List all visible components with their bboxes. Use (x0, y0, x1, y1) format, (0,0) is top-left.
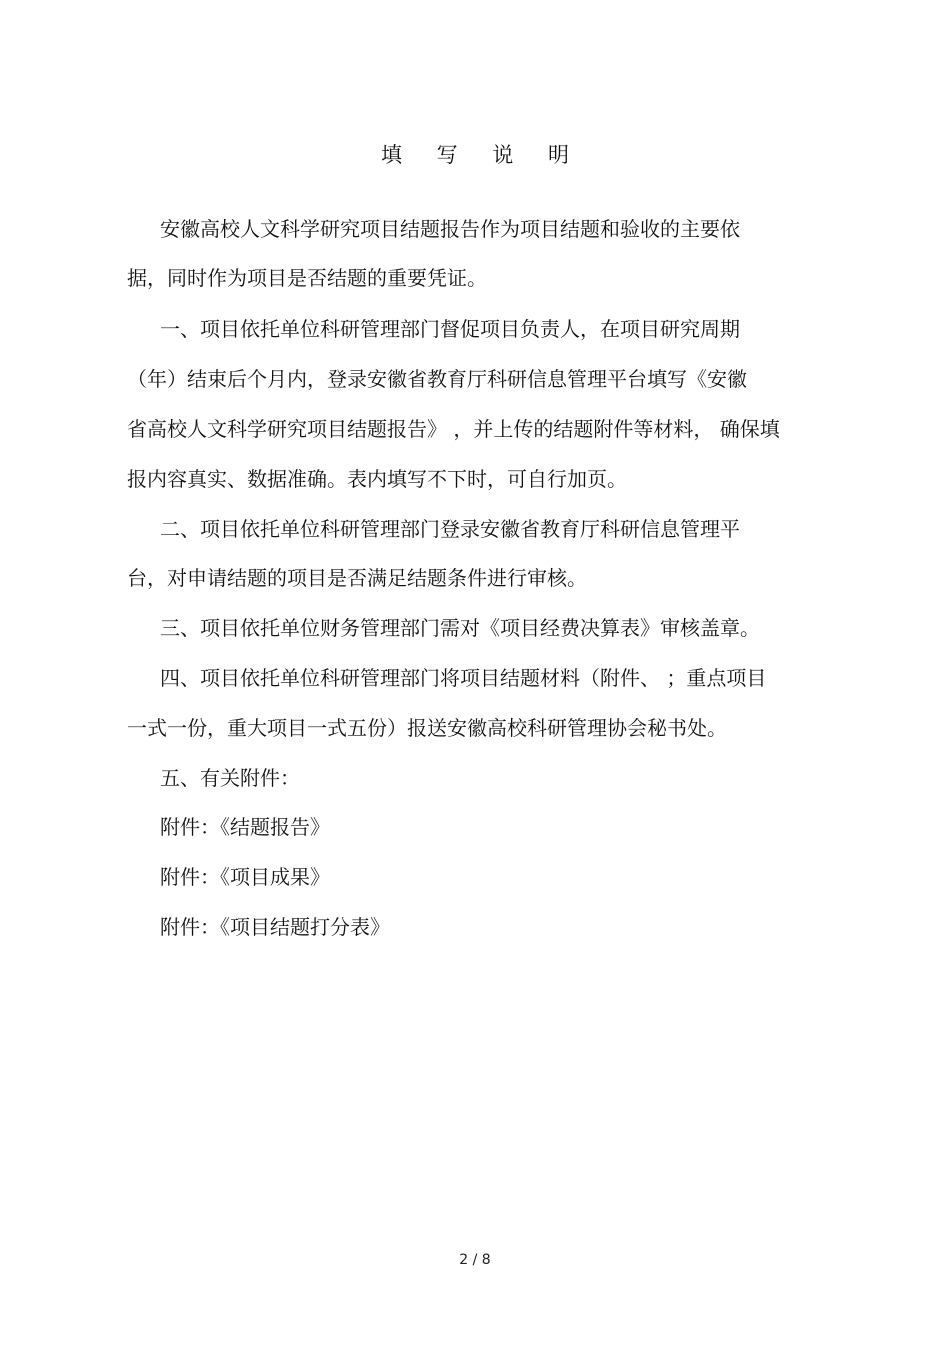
paragraph-line: 一式一份，重大项目一式五份）报送安徽高校科研管理协会秘书处。 (127, 716, 727, 740)
paragraph-line: 五、有关附件： (160, 766, 300, 790)
paragraph-line: 一、项目依托单位科研管理部门督促项目负责人，在项目研究周期 (160, 317, 740, 341)
paragraph-line: 台，对申请结题的项目是否满足结题条件进行审核。 (127, 566, 587, 590)
attachment-line: 附件：《项目结题打分表》 (160, 915, 390, 939)
paragraph-line: 报内容真实、数据准确。表内填写不下时，可自行加页。 (127, 467, 627, 491)
paragraph-line: 四、项目依托单位科研管理部门将项目结题材料（附件、 ；重点项目 (160, 666, 767, 690)
paragraph-line: 三、项目依托单位财务管理部门需对《项目经费决算表》审核盖章。 (160, 616, 760, 640)
page-number: 2 / 8 (459, 1252, 491, 1268)
paragraph-line: （年）结束后个月内，登录安徽省教育厅科研信息管理平台填写《安徽 (127, 367, 747, 391)
paragraph-line: 省高校人文科学研究项目结题报告》 ，并上传的结题附件等材料， 确保填 (127, 417, 780, 441)
paragraph-line: 据，同时作为项目是否结题的重要凭证。 (127, 266, 487, 290)
attachment-line: 附件：《结题报告》 (160, 815, 330, 839)
page-title: 填 写 说 明 (380, 143, 584, 167)
paragraph-line: 安徽高校人文科学研究项目结题报告作为项目结题和验收的主要依 (160, 217, 740, 241)
attachment-line: 附件：《项目成果》 (160, 865, 330, 889)
paragraph-line: 二、项目依托单位科研管理部门登录安徽省教育厅科研信息管理平 (160, 517, 740, 541)
